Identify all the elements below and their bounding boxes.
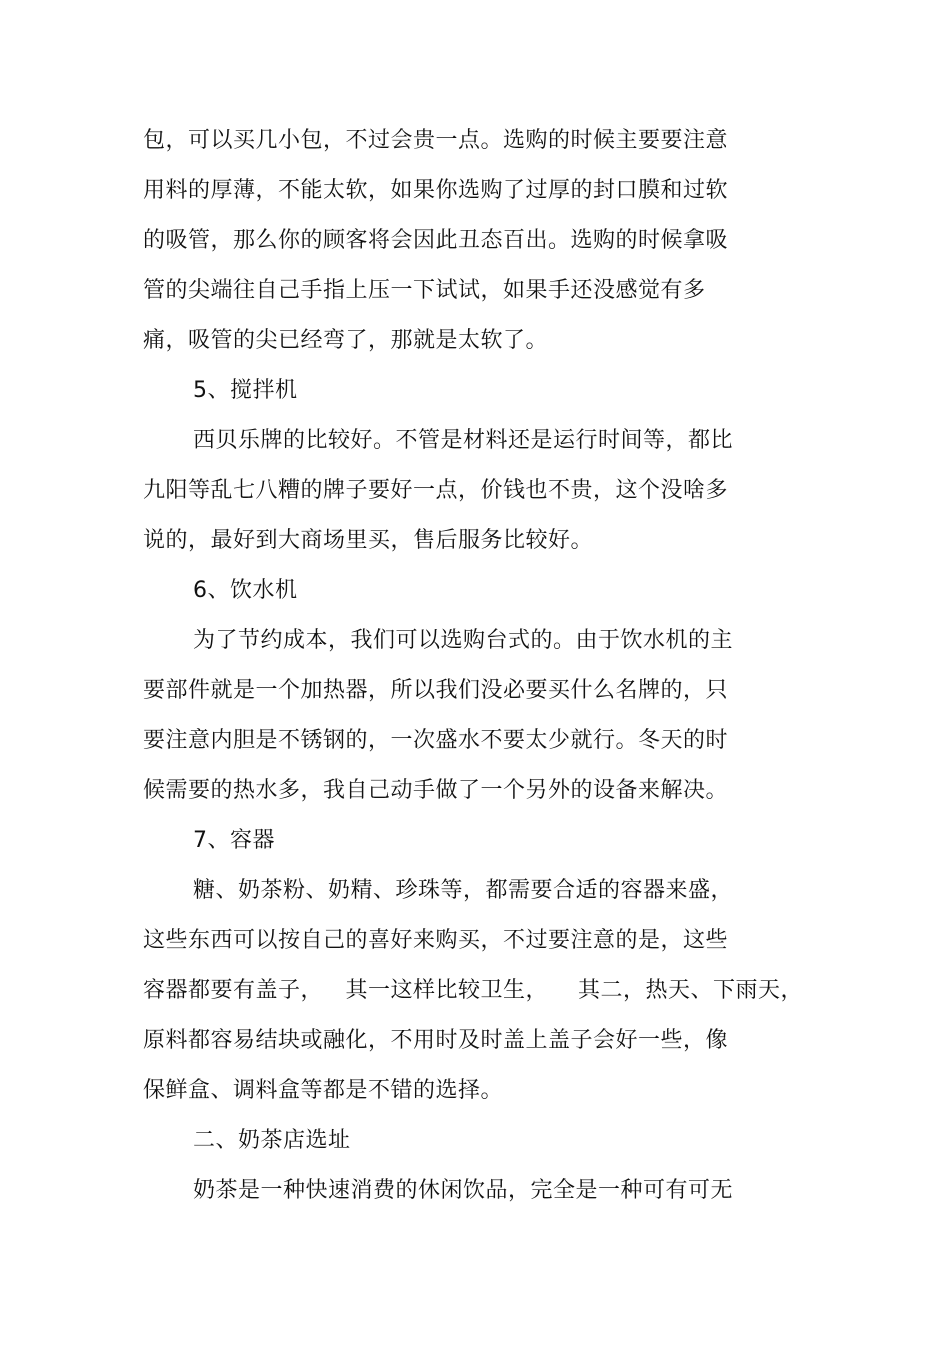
- text-line: 保鲜盒、调料盒等都是不错的选择。: [143, 1078, 504, 1103]
- text-line: 的吸管，那么你的顾客将会因此丑态百出。选购的时候拿吸: [143, 228, 729, 253]
- text-line: 这些东西可以按自己的喜好来购买，不过要注意的是，这些: [143, 928, 729, 953]
- text-line: 要部件就是一个加热器，所以我们没必要买什么名牌的，只: [143, 678, 729, 703]
- text-line: 包，可以买几小包，不过会贵一点。选购的时候主要要注意: [143, 128, 729, 153]
- text-line: 容器都要有盖子， 其一这样比较卫生， 其二，热天、下雨天，: [143, 978, 803, 1003]
- text-line: 痛，吸管的尖已经弯了，那就是太软了。: [143, 328, 549, 353]
- section-heading: 5、搅拌机: [193, 378, 298, 403]
- text-line: 西贝乐牌的比较好。不管是材料还是运行时间等，都比: [193, 428, 734, 453]
- text-line: 奶茶是一种快速消费的休闲饮品，完全是一种可有可无: [193, 1178, 734, 1203]
- text-line: 候需要的热水多，我自己动手做了一个另外的设备来解决。: [143, 778, 729, 803]
- section-heading: 二、奶茶店选址: [193, 1128, 351, 1153]
- text-line: 九阳等乱七八糟的牌子要好一点，价钱也不贵，这个没啥多: [143, 478, 729, 503]
- text-line: 用料的厚薄，不能太软，如果你选购了过厚的封口膜和过软: [143, 178, 729, 203]
- text-line: 为了节约成本，我们可以选购台式的。由于饮水机的主: [193, 628, 734, 653]
- text-line: 管的尖端往自己手指上压一下试试，如果手还没感觉有多: [143, 278, 706, 303]
- section-heading: 7、容器: [193, 828, 275, 853]
- text-line: 糖、奶茶粉、奶精、珍珠等，都需要合适的容器来盛，: [193, 878, 734, 903]
- text-line: 说的，最好到大商场里买，售后服务比较好。: [143, 528, 594, 553]
- text-line: 要注意内胆是不锈钢的，一次盛水不要太少就行。冬天的时: [143, 728, 729, 753]
- section-heading: 6、饮水机: [193, 578, 298, 603]
- text-line: 原料都容易结块或融化，不用时及时盖上盖子会好一些，像: [143, 1028, 729, 1053]
